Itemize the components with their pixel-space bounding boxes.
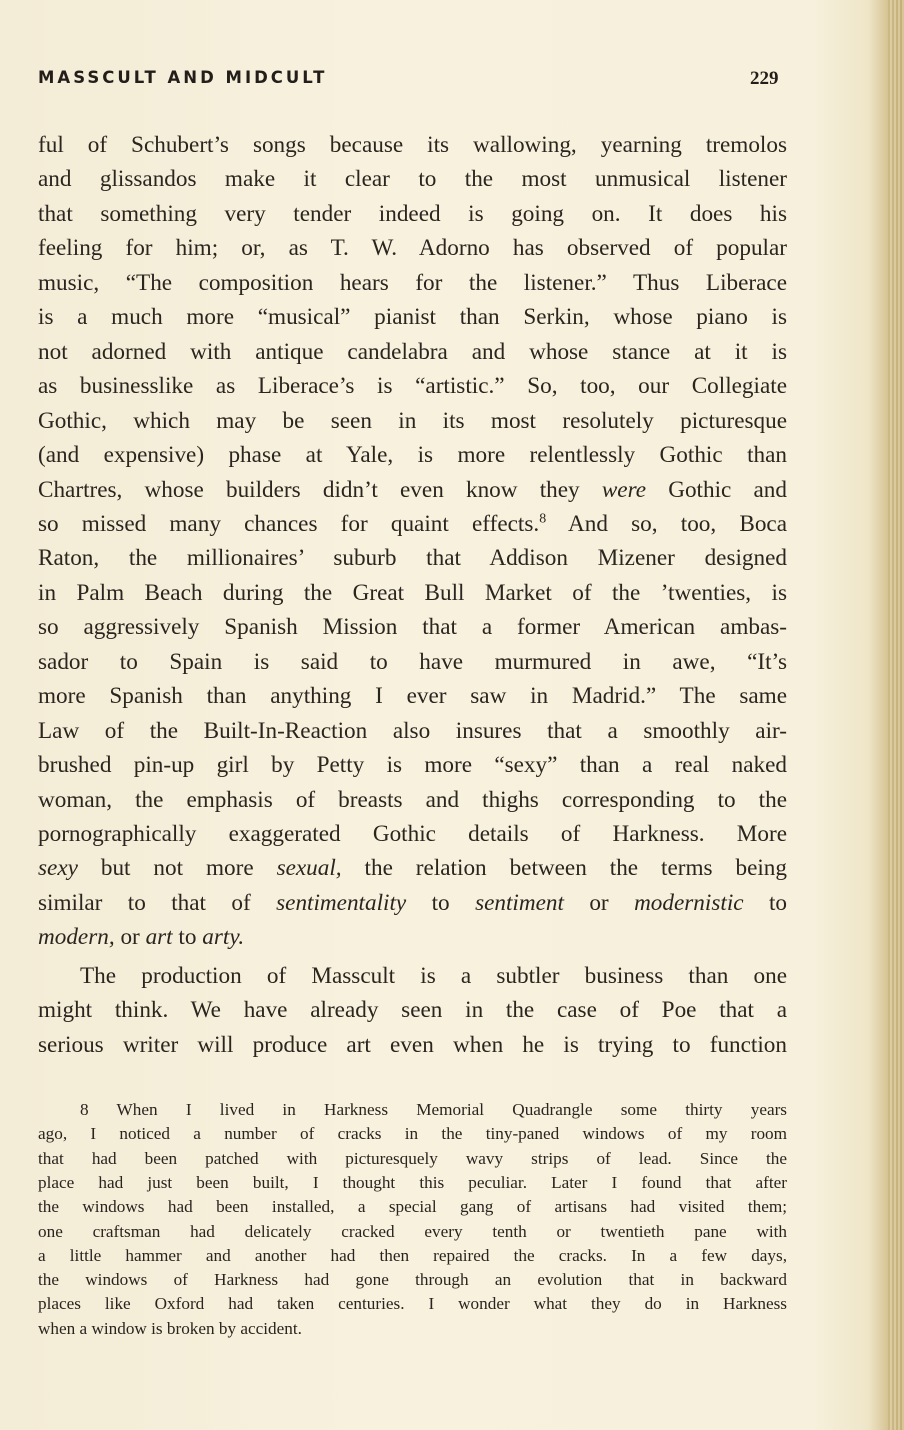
text-run: to	[743, 889, 787, 916]
body-line	[38, 162, 787, 196]
text-run: as businesslike as Liberace’s is “artistic.” So, too, our Collegiate	[38, 373, 787, 400]
footnote-reference: 8	[539, 511, 547, 527]
body-line	[38, 1028, 787, 1062]
body-line	[38, 369, 787, 403]
body-line	[38, 610, 787, 644]
text-run: woman, the emphasis of breasts and thighs corresponding to the	[38, 786, 787, 813]
text-run: feeling for him; or, as T. W. Adorno has observed of popular	[38, 235, 787, 262]
body-line	[38, 817, 787, 851]
text-run: (and expensive) phase at Yale, is more relentlessly Gothic than	[38, 442, 787, 469]
body-line	[38, 541, 787, 575]
italic-text: sexual,	[276, 855, 342, 882]
italic-text: modern,	[38, 924, 115, 951]
text-run: but not more	[77, 855, 277, 882]
text-run: Chartres, whose builders didn’t even know they	[38, 476, 602, 503]
footnote-line	[38, 1244, 787, 1268]
body-line	[38, 335, 787, 369]
text-run: music, “The composition hears for the listener.” Thus Liberace	[38, 269, 787, 296]
body-line	[38, 128, 787, 162]
body-line	[38, 473, 787, 507]
text-run: the windows of Harkness had gone through an evolution that in backward	[38, 1270, 787, 1290]
text-run: similar to that of	[38, 889, 277, 916]
text-run: ful of Schubert’s songs because its wallowing, yearning tremolos	[38, 132, 787, 158]
text-run: The production of Masscult is a subtler business than one	[80, 963, 787, 989]
text-run: so aggressively Spanish Mission that a former American ambas-	[38, 614, 787, 641]
italic-text: were	[601, 476, 647, 503]
italic-text: sentimentality	[276, 889, 407, 916]
text-run: one craftsman had delicately cracked every tenth or twentieth pane with	[38, 1221, 787, 1241]
text-run: serious writer will produce art even when he is trying to function	[38, 1031, 787, 1058]
footnote-line	[38, 1147, 787, 1171]
italic-text: arty.	[202, 924, 245, 951]
footnote-line	[38, 1098, 787, 1122]
body-line	[38, 748, 787, 782]
footnote-line	[38, 1122, 787, 1146]
page-edge	[888, 0, 904, 1430]
text-run: Law of the Built-In-Reaction also insures that a smoothly air-	[38, 717, 787, 744]
body-line	[38, 197, 787, 231]
running-head: MASSCULT AND MIDCULT	[38, 68, 328, 87]
text-run: or	[563, 889, 635, 916]
text-run: so missed many chances for quaint effects.	[38, 510, 540, 537]
text-run: to	[406, 889, 476, 916]
page-number: 229	[750, 68, 779, 89]
text-run: or	[114, 924, 146, 951]
text-run: Raton, the millionaires’ suburb that Addison Mizener designed	[38, 545, 787, 572]
body-line	[38, 438, 787, 472]
text-run: the relation between the terms being	[341, 855, 787, 882]
text-run: and glissandos make it clear to the most unmusical listener	[38, 166, 787, 193]
body-line	[38, 959, 787, 993]
text-run: might think. We have already seen in the case of Poe that a	[38, 997, 787, 1024]
body-line	[38, 920, 787, 954]
body-line	[38, 404, 787, 438]
text-run: Gothic, which may be seen in its most resolutely picturesque	[38, 407, 787, 434]
body-line	[38, 783, 787, 817]
body-line	[38, 851, 787, 885]
text-run: not adorned with antique candelabra and whose stance at it is	[38, 338, 787, 365]
body-line	[38, 679, 787, 713]
text-run: that had been patched with picturesquely wavy strips of lead. Since the	[38, 1148, 787, 1168]
footnote-line	[38, 1195, 787, 1219]
text-run: 8 When I lived in Harkness Memorial Quadrangle some thirty years	[80, 1100, 787, 1119]
body-line	[38, 714, 787, 748]
text-run: ago, I noticed a number of cracks in the tiny-paned windows of my room	[38, 1124, 787, 1144]
body-line	[38, 576, 787, 610]
footnote-line	[38, 1292, 787, 1316]
text-run: more Spanish than anything I ever saw in Madrid.” The same	[38, 683, 787, 710]
text-run: And so, too, Boca	[546, 510, 788, 537]
body-line	[38, 231, 787, 265]
body-line	[38, 886, 787, 920]
text-run: in Palm Beach during the Great Bull Market of the ’twenties, is	[38, 579, 787, 606]
text-run: is a much more “musical” pianist than Serkin, whose piano is	[38, 304, 787, 331]
footnote-line	[38, 1317, 787, 1341]
text-run: when a window is broken by accident.	[38, 1318, 302, 1338]
text-run: place had just been built, I thought this peculiar. Later I found that after	[38, 1172, 787, 1192]
body-line	[38, 645, 787, 679]
body-line	[38, 300, 787, 334]
body-line	[38, 507, 787, 541]
footnote-line	[38, 1171, 787, 1195]
text-run: pornographically exaggerated Gothic details of Harkness. More	[38, 821, 787, 847]
italic-text: sentiment	[475, 889, 564, 916]
body-line	[38, 266, 787, 300]
text-run: that something very tender indeed is going on. It does his	[38, 200, 787, 227]
text-run: sador to Spain is said to have murmured in awe, “It’s	[38, 648, 787, 675]
italic-text: art	[145, 924, 173, 951]
italic-text: sexy	[38, 855, 78, 882]
text-run: brushed pin-up girl by Petty is more “sexy” than a real naked	[38, 752, 787, 779]
footnote-line	[38, 1220, 787, 1244]
text-run: Gothic and	[646, 476, 787, 503]
italic-text: modernistic	[634, 889, 744, 916]
body-line	[38, 993, 787, 1027]
text-run: to	[172, 924, 203, 951]
text-run: a little hammer and another had then repaired the cracks. In a few days,	[38, 1245, 787, 1265]
text-run: places like Oxford had taken centuries. I wonder what they do in Harkness	[38, 1294, 787, 1314]
text-run: the windows had been installed, a special gang of artisans had visited them;	[38, 1197, 787, 1217]
footnote-line	[38, 1268, 787, 1292]
